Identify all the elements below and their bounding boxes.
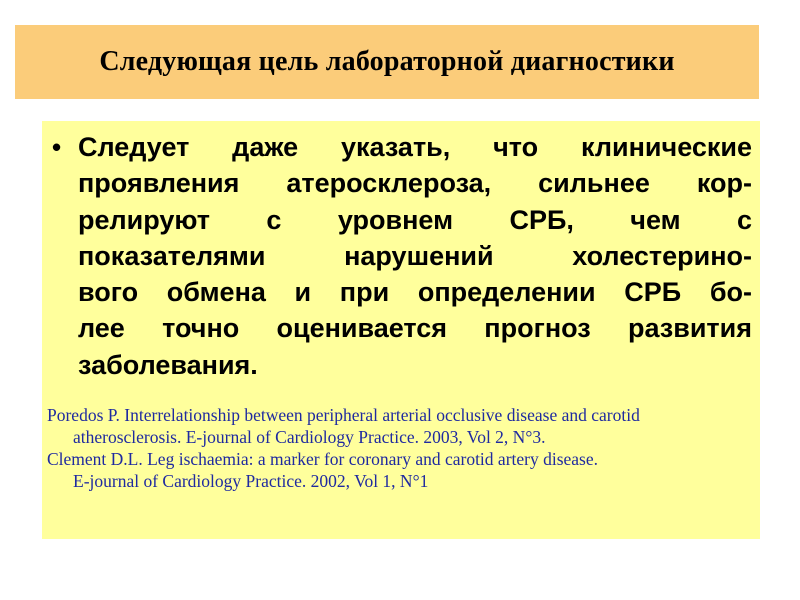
bullet-line: проявления атеросклероза, сильнее кор-	[78, 168, 752, 199]
reference-1-line-2: atherosclerosis. E-journal of Cardiology Practice. 2003, Vol 2, N°3.	[73, 427, 546, 447]
bullet-icon: •	[52, 132, 62, 162]
reference-2-line-2: E-journal of Cardiology Practice. 2002, Vol 1, N°1	[73, 471, 429, 491]
bullet-line: Следует даже указать, что клинические	[78, 132, 752, 162]
reference-1-line-1: Poredos P. Interrelationship between peripheral arterial occlusive disease and carotid	[47, 405, 640, 425]
bullet-item	[52, 129, 752, 383]
reference-2-line-1: Clement D.L. Leg ischaemia: a marker for coronary and carotid artery disease.	[47, 449, 599, 469]
bullet-line: заболевания.	[78, 349, 258, 380]
content-panel	[42, 121, 760, 539]
slide-title: Следующая цель лабораторной диагностики	[99, 46, 675, 77]
bullet-line: релируют с уровнем СРБ, чем с	[78, 204, 752, 235]
bullet-line: вого обмена и при определении СРБ бо-	[78, 277, 752, 308]
bullet-text	[78, 129, 752, 383]
bullet-line: лее точно оценивается прогноз развития	[78, 313, 752, 344]
bullet-line: показателями нарушений холестерино-	[78, 240, 752, 271]
references-list	[47, 404, 747, 492]
title-banner	[15, 25, 759, 99]
